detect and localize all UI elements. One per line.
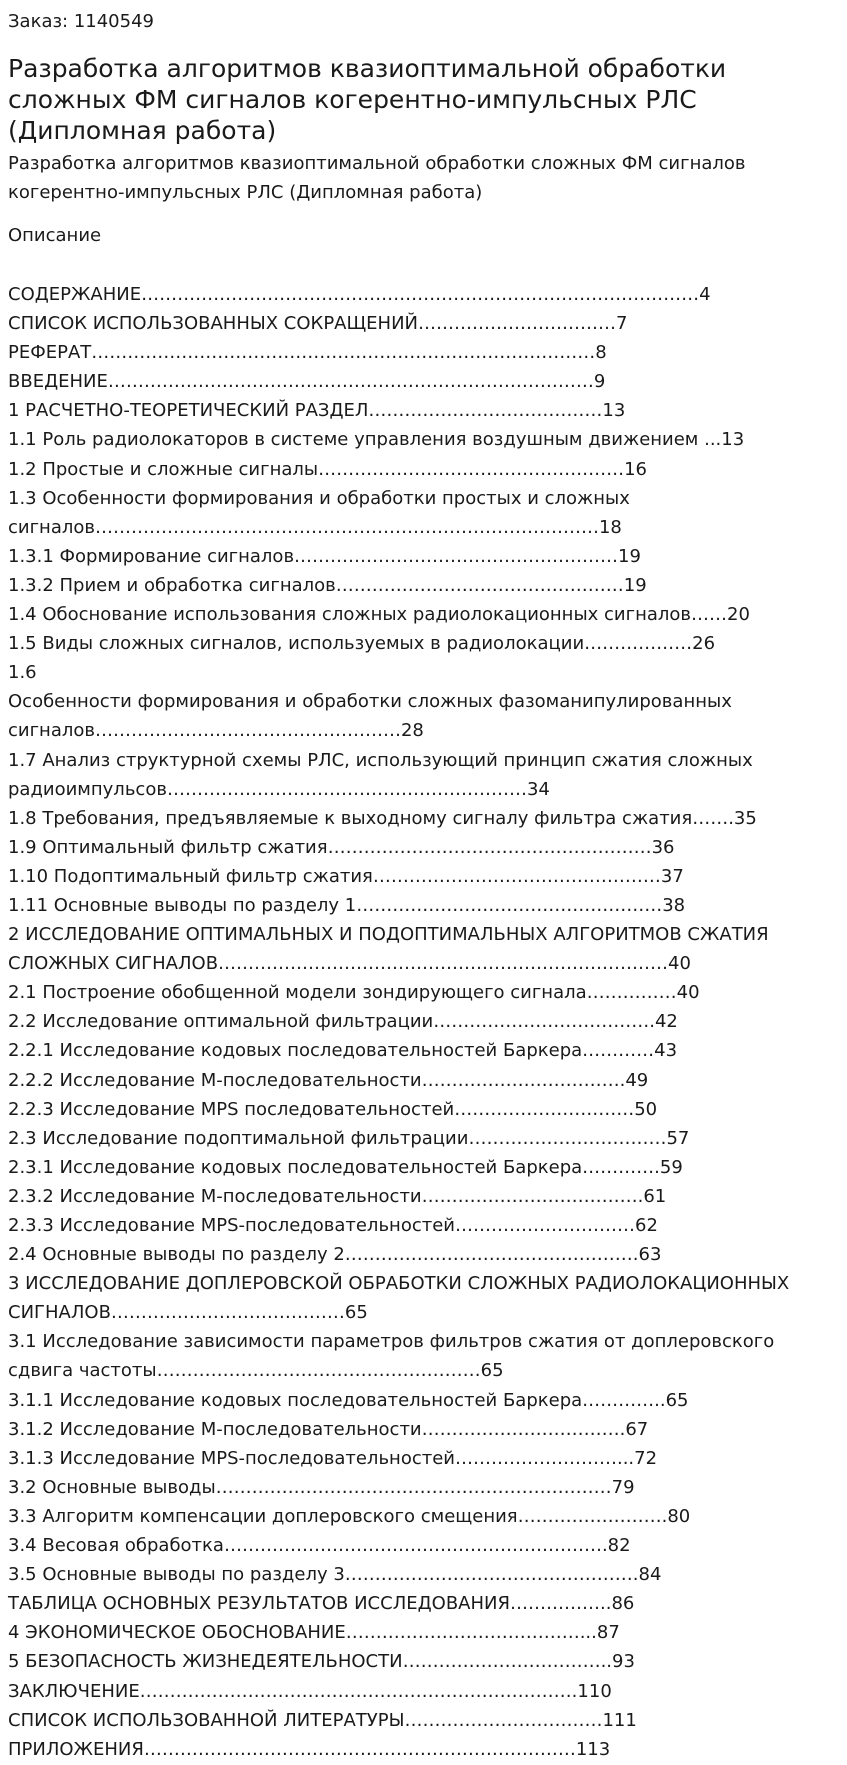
- toc-entry: 1.8 Требования, предъявляемые к выходному сигналу фильтра сжатия…….35: [8, 807, 757, 829]
- toc-entry: 1.7 Анализ структурной схемы РЛС, использующий принцип сжатия сложных радиоимпульсов……………………………………………………34: [8, 749, 753, 800]
- toc-entry: СОДЕРЖАНИЕ…………………………………………………………………………………4: [8, 284, 711, 305]
- toc-entry: 3.1.1 Исследование кодовых последовательностей Баркера…………..65: [8, 1389, 689, 1411]
- toc-entry: 1.5 Виды сложных сигналов, используемых в радиолокации………………26: [8, 633, 716, 655]
- toc-entry: 3.1.3 Исследование MPS-последовательностей………………………...72: [8, 1447, 658, 1469]
- toc-entry: 1.3.1 Формирование сигналов………………………………………………19: [8, 545, 641, 567]
- toc-entry: 2.2.2 Исследование М-последовательности…………………………….49: [8, 1069, 649, 1091]
- description-label: Описание: [8, 225, 102, 246]
- toc-entry: 2.3.1 Исследование кодовых последовательностей Баркера………….59: [8, 1156, 683, 1178]
- toc-entry: 4 ЭКОНОМИЧЕСКОЕ ОБОСНОВАНИЕ…………………………………...87: [8, 1622, 620, 1644]
- toc-entry: 1.10 Подоптимальный фильтр сжатия…………………………………………37: [8, 865, 684, 887]
- toc-entry: РЕФЕРАТ…………………………………………………………………………8: [8, 342, 607, 364]
- toc-entry: 2.4 Основные выводы по разделу 2………………………………………….63: [8, 1244, 662, 1266]
- toc-entry: 2.3.2 Исследование М-последовательности……………………………….61: [8, 1185, 667, 1207]
- toc-entry: 3.3 Алгоритм компенсации доплеровского смещения…………………….80: [8, 1505, 691, 1527]
- toc-entry: 2.2.3 Исследование MPS последовательностей…………………………50: [8, 1098, 658, 1120]
- toc-entry: СПИСОК ИСПОЛЬЗОВАННЫХ СОКРАЩЕНИЙ……………………………7: [8, 313, 628, 335]
- toc-entry: 1 РАСЧЕТНО-ТЕОРЕТИЧЕСКИЙ РАЗДЕЛ…………………………………13: [8, 400, 626, 422]
- toc-entry: 1.2 Простые и сложные сигналы……………………………………………16: [8, 458, 648, 480]
- toc-entry: 2.3 Исследование подоптимальной фильтрации……………………………57: [8, 1127, 690, 1149]
- order-number: Заказ: 1140549: [8, 11, 154, 32]
- toc-entry: 3.1.2 Исследование М-последовательности…………………………….67: [8, 1418, 649, 1440]
- toc-entry: ТАБЛИЦА ОСНОВНЫХ РЕЗУЛЬТАТОВ ИССЛЕДОВАНИЯ……………..86: [8, 1593, 635, 1615]
- toc-entry: 5 БЕЗОПАСНОСТЬ ЖИЗНЕДЕЯТЕЛЬНОСТИ……………………………..93: [8, 1651, 635, 1673]
- toc-entry: 1.11 Основные выводы по разделу 1……………………………………………38: [8, 894, 686, 916]
- toc-entry: 1.6: [8, 662, 37, 684]
- toc-entry: 1.3.2 Прием и обработка сигналов…………………………………………19: [8, 574, 647, 596]
- toc-entry: ПРИЛОЖЕНИЯ………………………………………………………………113: [8, 1738, 611, 1760]
- toc-entry: 2.2 Исследование оптимальной фильтрации……………………………….42: [8, 1011, 678, 1033]
- toc-entry: 3.5 Основные выводы по разделу 3………………………………………….84: [8, 1564, 662, 1586]
- toc-entry: 3.2 Основные выводы…………………………………………………………79: [8, 1476, 635, 1498]
- page-subtitle: Разработка алгоритмов квазиоптимальной обработки сложных ФМ сигналов когерентно-импульсных РЛС (Дипломная работа): [8, 153, 746, 203]
- toc-entry: 3 ИССЛЕДОВАНИЕ ДОПЛЕРОВСКОЙ ОБРАБОТКИ СЛОЖНЫХ РАДИОЛОКАЦИОННЫХ СИГНАЛОВ…………………………………65: [8, 1273, 790, 1324]
- toc-entry: 3.4 Весовая обработка……………………………………………………….82: [8, 1535, 631, 1557]
- toc-entry: 1.9 Оптимальный фильтр сжатия………………………………………………36: [8, 836, 675, 858]
- toc-entry: 2.3.3 Исследование MPS-последовательностей…………………………62: [8, 1215, 658, 1236]
- table-of-contents: [8, 280, 839, 1764]
- toc-entry: 1.1 Роль радиолокаторов в системе управления воздушным движением ...13: [8, 429, 745, 451]
- toc-entry: 1.3 Особенности формирования и обработки простых и сложных сигналов…………………………………………………………………………18: [8, 487, 630, 538]
- toc-entry: Особенности формирования и обработки сложных фазоманипулированных сигналов……………………………………………28: [8, 691, 732, 742]
- toc-entry: СПИСОК ИСПОЛЬЗОВАННОЙ ЛИТЕРАТУРЫ……………………………111: [8, 1709, 637, 1731]
- page-title: Разработка алгоритмов квазиоптимальной обработки сложных ФМ сигналов когерентно-импульсных РЛС (Дипломная работа): [8, 54, 727, 145]
- toc-entry: ЗАКЛЮЧЕНИЕ……………………………………………………………….110: [8, 1680, 612, 1702]
- toc-entry: 2.1 Построение обобщенной модели зондирующего сигнала……………40: [8, 982, 700, 1004]
- toc-entry: 1.4 Обоснование использования сложных радиолокационных сигналов……20: [8, 604, 750, 626]
- toc-entry: 2.2.1 Исследование кодовых последовательностей Баркера…………43: [8, 1040, 678, 1062]
- toc-entry: ВВЕДЕНИЕ………………………………………………………………………9: [8, 371, 606, 393]
- toc-entry: 2 ИССЛЕДОВАНИЕ ОПТИМАЛЬНЫХ И ПОДОПТИМАЛЬНЫХ АЛГОРИТМОВ СЖАТИЯ СЛОЖНЫХ СИГНАЛОВ…………………………………………………………………40: [8, 924, 769, 975]
- toc-entry: 3.1 Исследование зависимости параметров фильтров сжатия от доплеровского сдвига частоты………………………………………………65: [8, 1331, 775, 1382]
